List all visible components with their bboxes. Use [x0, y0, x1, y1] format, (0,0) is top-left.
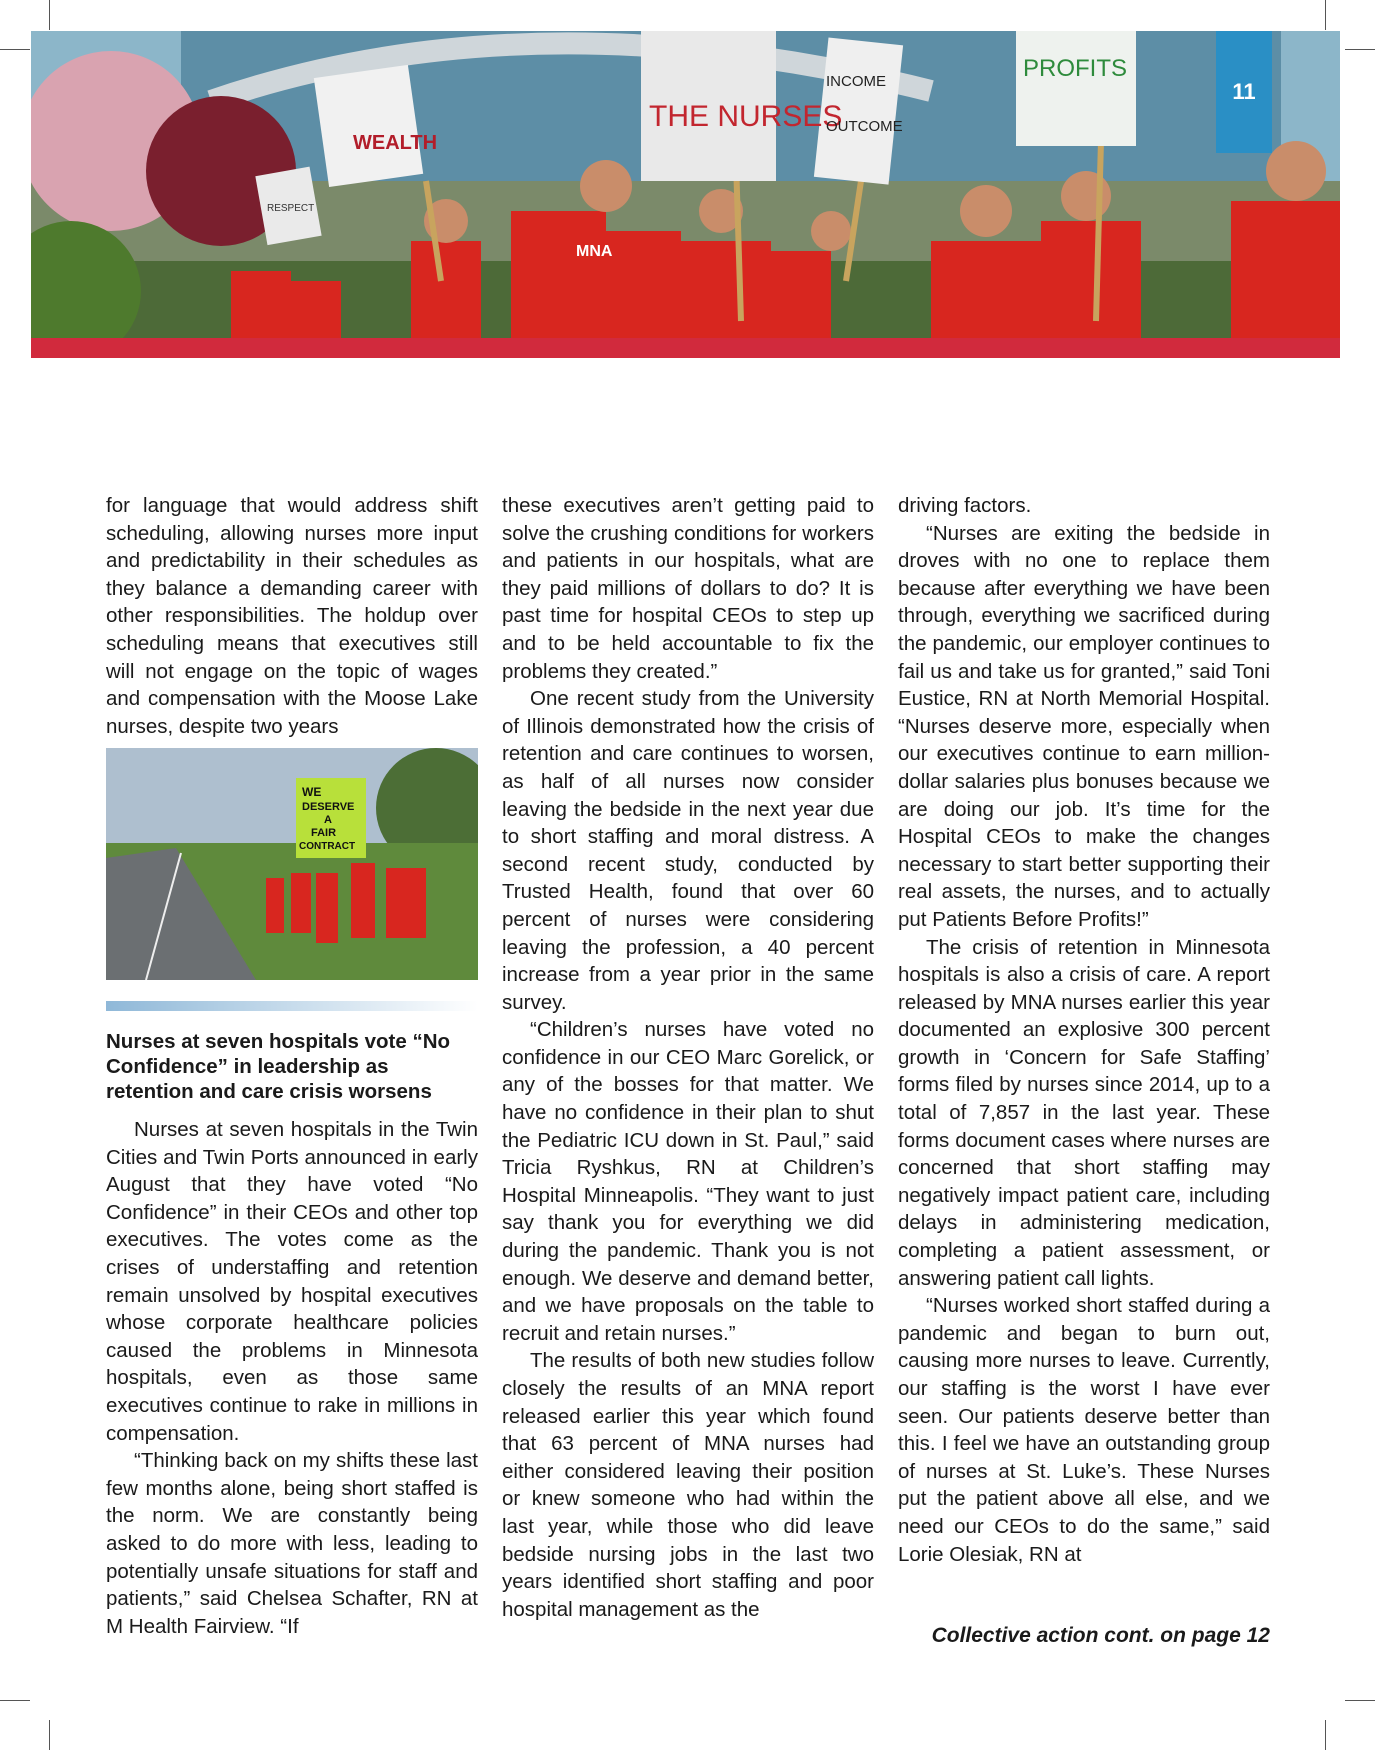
body-paragraph: these executives aren’t getting paid to solve the crushing conditions for workers and patients in our hospitals, what are they paid millions of dollars to do? It is past time for hospital CEOs to step up and to be held accountable to fix the problems they created.” — [502, 494, 874, 683]
inset-sign-line-5: CONTRACT — [299, 841, 356, 852]
banner-sign-outcome: OUTCOME — [826, 118, 903, 135]
section-divider — [106, 1001, 478, 1011]
crop-mark — [49, 0, 50, 30]
column-3 — [898, 492, 1270, 1568]
body-paragraph: “Nurses are exiting the bedside in droves with no one to replace them because after everything we have been through, everything we sacrificed during the pandemic, our employer continues to fail us and take us for granted,” said Toni Eustice, RN at North Memorial Hospital. “Nurses deserve more, especially when our executives continue to earn million-dollar salaries plus bonuses because we are doing our job. It’s time for the Hospital CEOs to make the changes necessary to start better supporting their real assets, the nurses, and to actually put Patients Before Profits!” — [898, 521, 1270, 931]
body-paragraph: “Thinking back on my shifts these last few months alone, being short staffed is the norm. We are constantly being asked to do more with less, leading to potentially unsafe situations for staff and patients,” said Chelsea Schafter, RN at M Health Fairview. “If — [106, 1449, 478, 1638]
body-paragraph: The results of both new studies follow closely the results of an MNA report released earlier this year which found that 63 percent of MNA nurses had either considered leaving their position or knew someone who had within the last year, while those who did leave bedside nursing jobs in the last two years identified short staffing and poor hospital management as the — [502, 1349, 874, 1621]
column-1 — [106, 492, 478, 740]
body-paragraph: driving factors. — [898, 494, 1032, 517]
crop-mark — [0, 1700, 30, 1701]
banner-shirt-logo: MNA — [576, 243, 613, 260]
body-paragraph: “Nurses worked short staffed during a pandemic and began to burn out, causing more nurses to leave. Currently, our staffing is the worst I have ever seen. Our patients deserve better than this. I feel we have an outstanding group of nurses at St. Luke’s. These Nurses put the patient above all else, and we need our CEOs to do the same,” said Lorie Olesiak, RN at — [898, 1294, 1270, 1566]
body-paragraph: for language that would address shift scheduling, allowing nurses more input and predictability in their schedules as they balance a demanding career with other responsibilities. The holdup over scheduling means that executives still will not engage on the topic of wages and compensation with the Moose Lake nurses, despite two years — [106, 494, 478, 738]
crop-mark — [1345, 49, 1375, 50]
continuation-note: Collective action cont. on page 12 — [931, 1624, 1270, 1647]
column-2 — [502, 492, 874, 1623]
crop-mark — [49, 1720, 50, 1750]
inset-sign-line-4: FAIR — [311, 827, 337, 839]
accent-bar — [31, 338, 1340, 358]
body-paragraph: One recent study from the University of Illinois demonstrated how the crisis of retention and care continues to worsen, as half of all nurses now consider leaving the bedside in the next year due to short staffing and moral distress. A second recent study, conducted by Trusted Health, found that over 60 percent of nurses were considering leaving the profession, a 40 percent increase from a year prior in the same survey. — [502, 687, 874, 1014]
banner-sign-profits: PROFITS — [1023, 55, 1128, 82]
column-1-continued — [106, 1116, 478, 1640]
banner-photo — [31, 31, 1340, 356]
inset-sign-line-2: DESERVE — [302, 801, 355, 813]
body-paragraph: “Children’s nurses have voted no confidence in our CEO Marc Gorelick, or any of the bosses for that matter. We have no confidence in their plan to shut the Pediatric ICU down in St. Paul,” said Tricia Ryshkus, RN at Children’s Hospital Minneapolis. “They want to just say thank you for everything we did during the pandemic. Thank you is not enough. We deserve and demand better, and we have proposals on the table to recruit and retain nurses.” — [502, 1018, 874, 1345]
inset-photo — [106, 748, 478, 980]
inset-sign-line-3: A — [324, 814, 332, 826]
crop-mark — [1325, 0, 1326, 30]
section-headline: Nurses at seven hospitals vote “No Confidence” in leadership as retention and care crisis worsens — [106, 1030, 451, 1103]
banner-sign-nurses: THE NURSES — [649, 100, 843, 133]
body-paragraph: Nurses at seven hospitals in the Twin Cities and Twin Ports announced in early August that they have voted “No Confidence” in their CEOs and other top executives. The votes come as the crises of understaffing and retention remain unsolved by hospital executives whose corporate healthcare policies caused the problems in Minnesota hospitals, even as those same executives continue to rake in millions in compensation. — [106, 1118, 478, 1445]
banner-sign-respect: RESPECT — [267, 203, 315, 214]
crop-mark — [1325, 1720, 1326, 1750]
banner-sign-wealth: WEALTH — [353, 132, 438, 154]
body-paragraph: The crisis of retention in Minnesota hospitals is also a crisis of care. A report released by MNA nurses earlier this year documented an explosive 300 percent growth in ‘Concern for Safe Staffing’ forms filed by nurses since 2014, up to a total of 7,857 in the last year. These forms document cases where nurses are concerned that short staffing may negatively impact patient care, including delays in administering medication, completing a patient assessment, or answering patient call lights. — [898, 935, 1270, 1290]
page-number: 11 — [1216, 31, 1272, 153]
inset-sign-line-1: WE — [302, 785, 322, 799]
crop-mark — [1345, 1700, 1375, 1701]
crop-mark — [0, 49, 30, 50]
banner-sign-income: INCOME — [826, 73, 886, 90]
